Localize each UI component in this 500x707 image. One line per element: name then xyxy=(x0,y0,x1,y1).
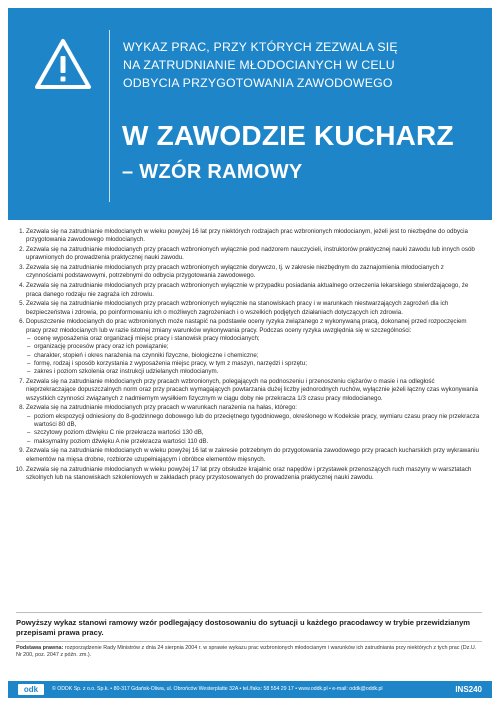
sub-list-item: – poziom ekspozycji odniesiony do 8-godzinnego dobowego lub do przeciętnego tygodniowego, określonego w Kodeksie pracy, wymiaru czasu pracy nie przekracza wartości 80 dB, xyxy=(34,413,482,430)
list-item-text: Zezwala się na zatrudnianie młodocianych przy pracach wzbronionych, polegających na podnoszeniu i przenoszeniu ciężarów o masie i na odległość nieprzekraczające dopuszczalnych norm oraz przy pracach wymagających powtarzania dużej liczby jednorodnych ruchów, wyłącznie jeżeli łączny czas wykonywania wszystkich czynności związanych z nadmiernym wysiłkiem fizycznym w ciągu doby nie przekracza 1/3 czasu pracy młodocianego. xyxy=(26,378,478,402)
list-item xyxy=(26,264,482,281)
legal-text: rozporządzenie Rady Ministrów z dnia 24 sierpnia 2004 r. w sprawie wykazu prac wzbronionych młodocianym i warunków ich zatrudniania przy niektórych z tych prac (Dz.U. Nr 200, poz. 2047 z późn. zm.). xyxy=(16,645,477,659)
subtitle-line: ODBYCIA PRZYGOTOWANIA ZAWODOWEGO xyxy=(123,76,393,90)
list-item-text: Zezwala się na zatrudnianie młodocianych przy pracach wzbronionych wyłącznie dorywczo, tj. w zakresie niezbędnym do zaznajomienia młodocianych z czynnościami podstawowymi, potrzebnymi do odbycia przygotowania zawodowego. xyxy=(26,264,444,280)
list-item-text: Zezwala się na zatrudnianie młodocianych w wieku powyżej 16 lat przy niektórych rodzajach prac wzbronionych młodocianym, jeżeli jest to niezbędne do odbycia przygotowania zawodowego młodocianych. xyxy=(26,228,468,244)
list-item-text: Zezwala się na zatrudnianie młodocianych przy pracach wzbronionych wyłącznie pod nadzorem nauczycieli, instruktorów praktycznej nauki zawodu lub innych osób uprawnionych do prowadzenia praktycznej nauki zawodu. xyxy=(26,246,475,262)
header-banner xyxy=(8,8,492,220)
list-item-text: Zezwala się na zatrudnianie młodocianych przy pracach wzbronionych wyłącznie na stanowiskach pracy i w warunkach niestwarzających zagrożeń dla ich bezpieczeństwa i zdrowia, po poinformowaniu ich o możliwych zagrożeniach i o wszelkich podjętych działaniach dotyczących ich zdrowia. xyxy=(26,300,449,316)
footer-bar xyxy=(8,681,492,698)
list-item-text: Zezwala się na zatrudnianie młodocianych w wieku powyżej 16 lat w zakresie potrzebnym do przygotowania zawodowego przy pracach kucharskich przy wykrawaniu elementów na mięsa drobne, rozbiorze uzupełniającym i obróbce elementów mięsnych. xyxy=(26,447,479,463)
subtitle-line: NA ZATRUDNIANIE MŁODOCIANYCH W CELU xyxy=(123,58,395,72)
sub-list xyxy=(26,413,482,446)
list-item xyxy=(26,228,482,245)
sub-list-item: – ocenę wyposażenia oraz organizacji miejsc pracy i stanowisk pracy młodocianych; xyxy=(34,335,482,343)
legal-label: Podstawa prawna: xyxy=(16,645,64,651)
sub-list-item: – szczytowy poziom dźwięku C nie przekracza wartości 130 dB, xyxy=(34,429,482,437)
title-line-2: – WZÓR RAMOWY xyxy=(122,161,303,183)
divider xyxy=(16,612,482,613)
list-item-text: Zezwala się na zatrudnianie młodocianych przy pracach wzbronionych wyłącznie w przypadku posiadania aktualnego orzeczenia lekarskiego stwierdzającego, że praca danego rodzaju nie zagraża ich zdrowiu. xyxy=(26,282,469,298)
list-item xyxy=(26,282,482,299)
list-item xyxy=(26,246,482,263)
sub-list xyxy=(26,335,482,376)
list-item xyxy=(26,466,482,483)
note-text: Powyższy wykaz stanowi ramowy wzór podlegający dostosowaniu do sytuacji u każdego pracodawcy w trybie przewidzianym przepisami prawa pracy. xyxy=(16,618,471,637)
sub-list-item: – formę, rodzaj i sposób korzystania z wyposażenia miejsc pracy, w tym z maszyn, narzędzi i sprzętu; xyxy=(34,360,482,368)
list-item-text: Dopuszczenie młodocianych do prac wzbronionych może nastąpić na podstawie oceny ryzyka związanego z wykonywaną pracą, dokonanej przed rozpoczęciem pracy przez młodocianych lub w razie istotnej zmiany warunków wykonywania pracy. Podczas oceny ryzyka uwzględnia się w szczególności: xyxy=(26,318,467,334)
sub-list-item: – organizację procesów pracy oraz ich powiązanie; xyxy=(34,343,482,351)
oddk-logo: odk xyxy=(18,684,44,695)
list-item xyxy=(26,404,482,445)
list-item xyxy=(26,300,482,317)
header-divider xyxy=(109,30,110,202)
list-item xyxy=(26,378,482,403)
sub-list-item: – zakres i poziom szkolenia oraz instrukcji udzielanych młodocianym. xyxy=(34,368,482,376)
footer-contact-info: © ODDK Sp. z o.o. Sp.k. • 80-317 Gdańsk-Oliwa, ul. Obrońców Westerplatte 32A • tel./faks: 58 554 29 17 • www.oddk.pl • e-mail: oddk@oddk.pl xyxy=(52,686,383,692)
list-item-text: Zezwala się na zatrudnianie młodocianych w wieku powyżej 17 lat przy obsłudze krajalnic oraz napędów i przystawek przenoszących ruch maszyny w warsztatach szkolnych lub na stanowiskach szkoleniowych w zakładach pracy przystosowanych do prowadzenia praktycznej nauki zawodu. xyxy=(26,465,472,481)
warning-triangle-icon xyxy=(34,38,92,90)
sub-list-item: – charakter, stopień i okres narażenia na czynniki fizyczne, biologiczne i chemiczne; xyxy=(34,352,482,360)
divider xyxy=(16,641,482,642)
list-item xyxy=(26,447,482,464)
rules-list xyxy=(16,228,482,484)
list-item-text: Zezwala się na zatrudnianie młodocianych przy pracach w warunkach narażenia na hałas, którego: xyxy=(26,404,298,412)
title-line-1: W ZAWODZIE KUCHARZ xyxy=(122,120,454,151)
legal-basis xyxy=(16,645,482,659)
sub-list-item: – maksymalny poziom dźwięku A nie przekracza wartości 110 dB. xyxy=(34,438,482,446)
document-code: INS240 xyxy=(455,685,482,694)
header-subtitle xyxy=(123,38,483,92)
main-title xyxy=(122,120,482,186)
subtitle-line: WYKAZ PRAC, PRZY KTÓRYCH ZEZWALA SIĘ xyxy=(123,40,398,54)
list-item xyxy=(26,318,482,376)
